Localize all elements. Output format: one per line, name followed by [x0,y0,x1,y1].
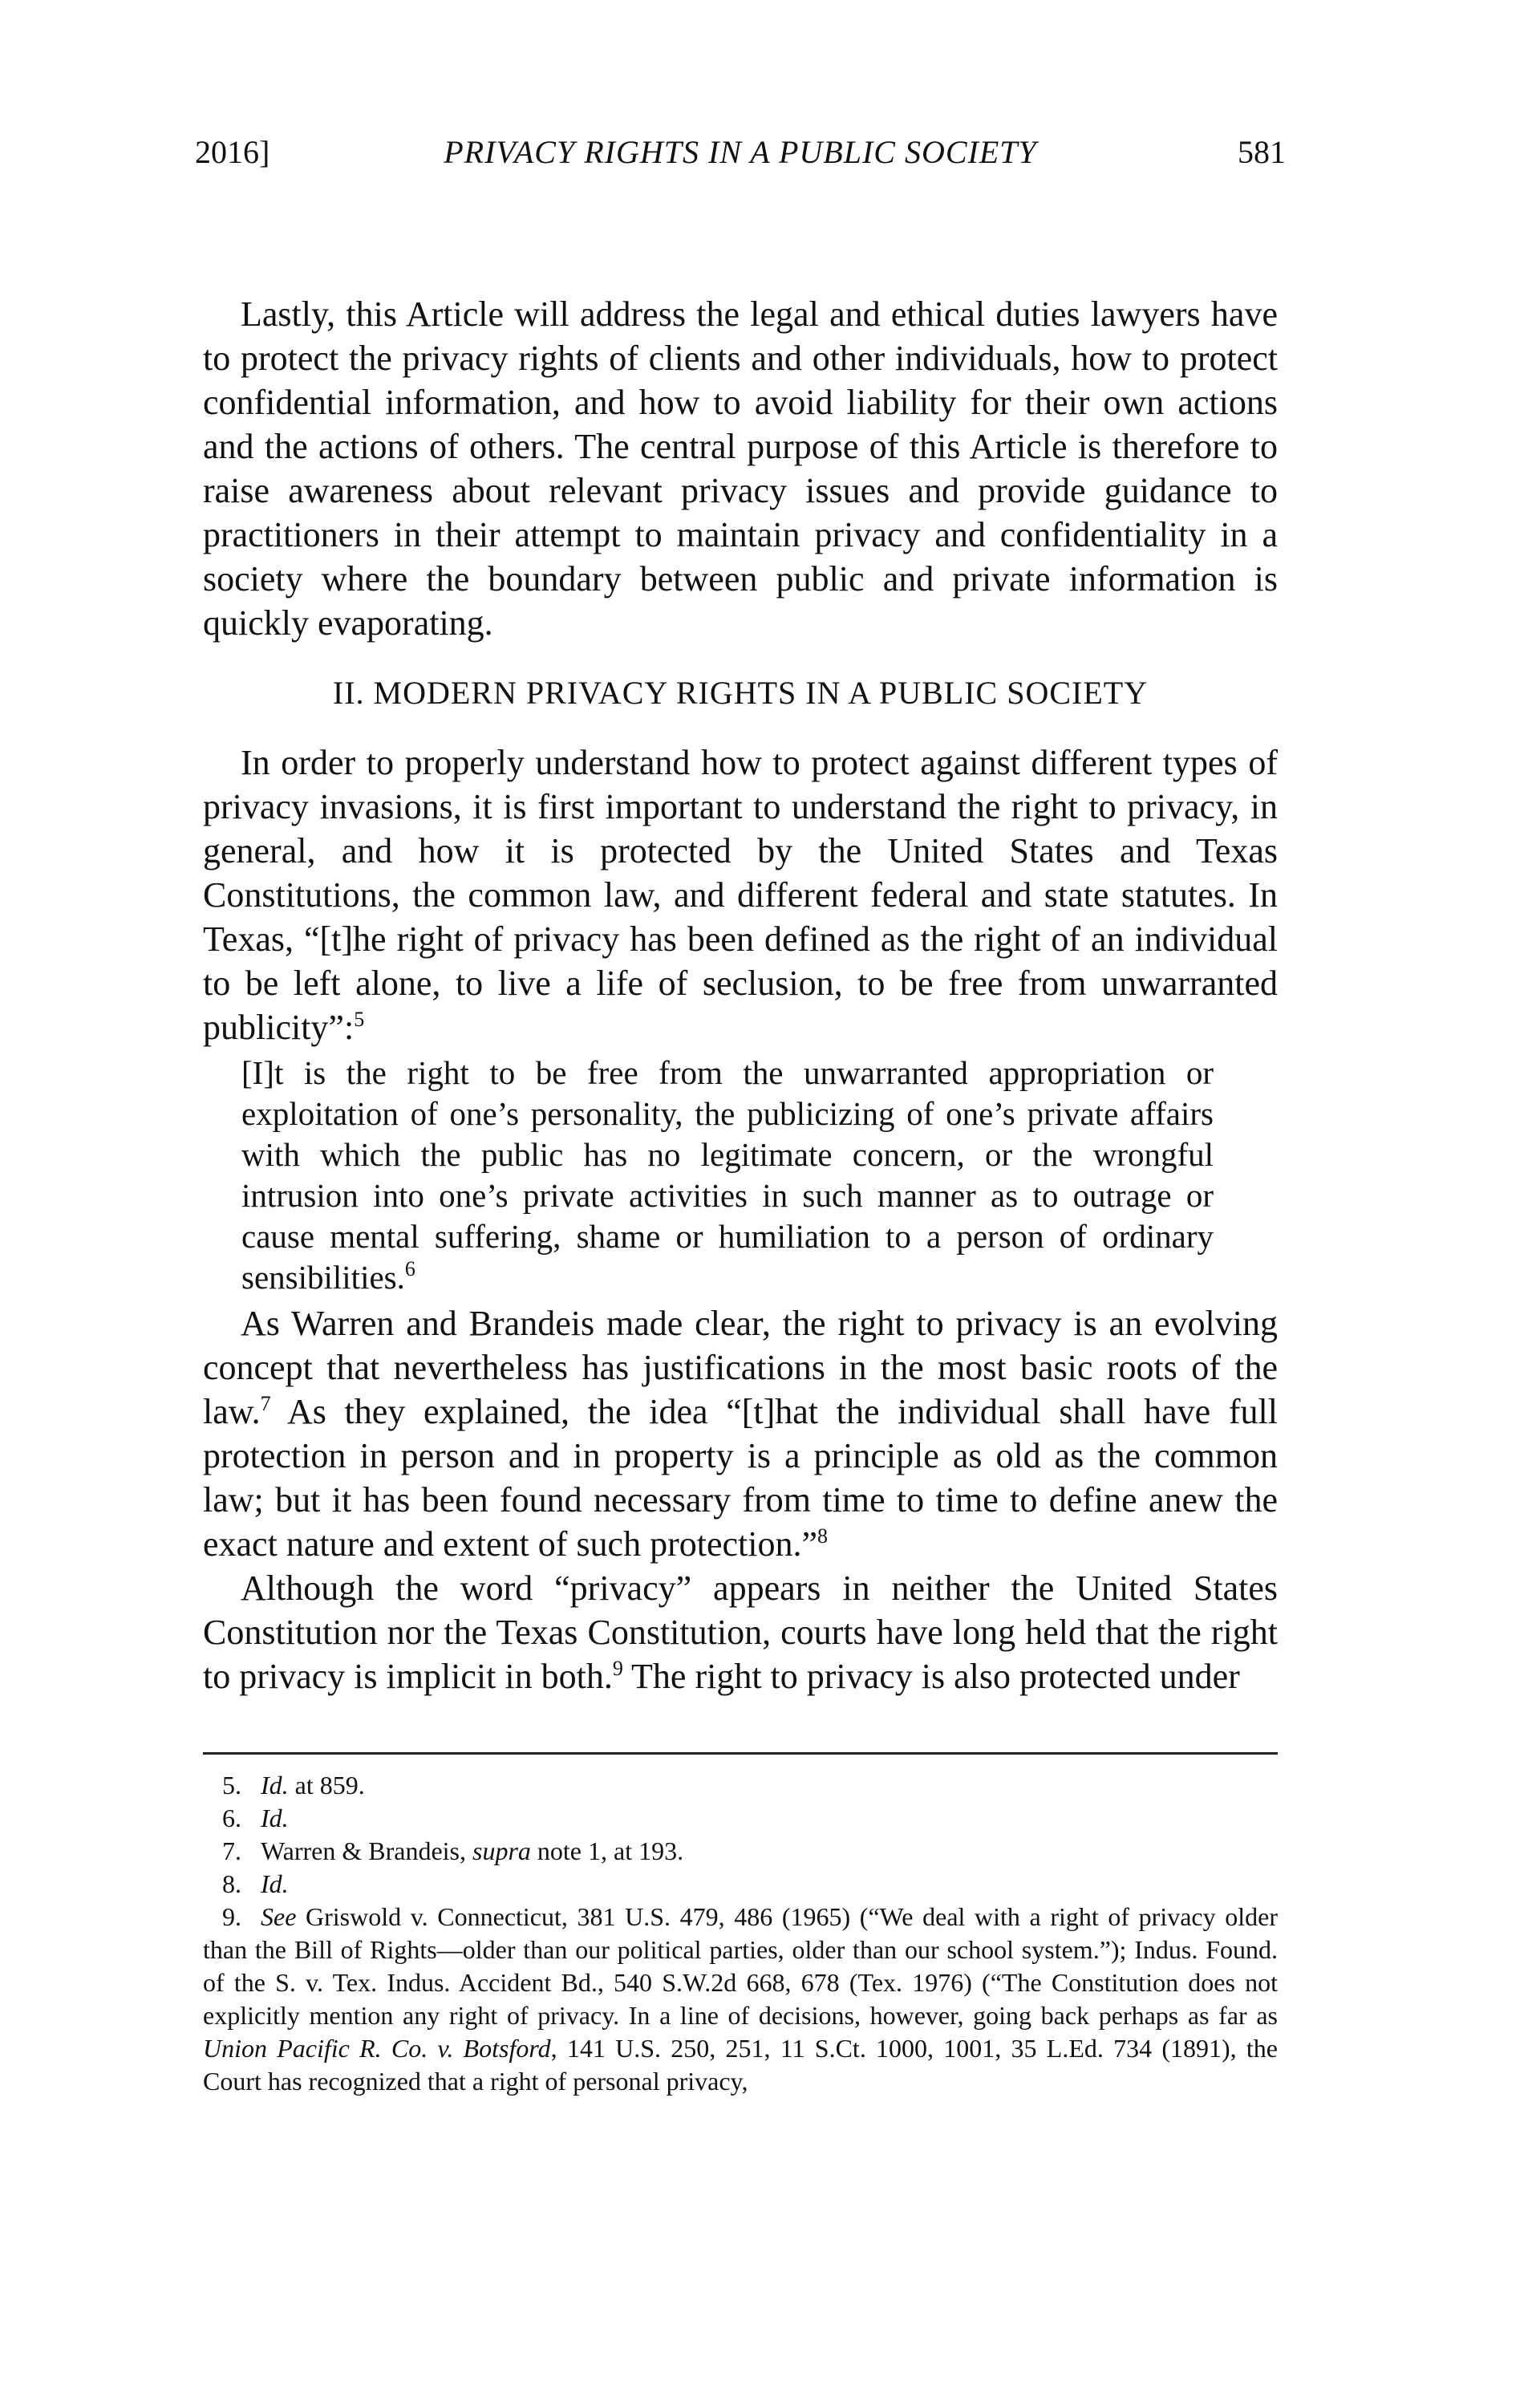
footnote-text: Warren & Brandeis, [261,1836,472,1865]
block-quote [241,1053,1214,1298]
footnote-6 [203,1802,1278,1835]
footnote-9 [203,1901,1278,2098]
footnote-number: 8. [222,1869,241,1898]
footnote-7 [203,1835,1278,1868]
footnote-case-name: Union Pacific R. Co. v. Botsford [203,2034,551,2063]
footnote-text: at 859. [288,1771,365,1800]
paragraph-1: Lastly, this Article will address the legal and ethical duties lawyers have to protect the privacy rights of clients and other individuals, how to protect confidential information, and how to avoid liability for their own actions and the actions of others. The central purpose of this Article is therefore to raise awareness about relevant privacy issues and provide guidance to practitioners in their attempt to maintain privacy and confidentiality in a society where the boundary between public and private information is quickly evaporating. [203,294,1278,643]
paragraph-4-text-b: The right to privacy is also protected under [622,1657,1240,1696]
block-quote-text: [I]t is the right to be free from the unwarranted appropriation or exploitation of one’s personality, the publicizing of one’s private affairs with which the public has no legitimate concern, or the wrongful intrusion into one’s private activities in such manner as to outrage or cause mental suffering, shame or humiliation to a person of ordinary sensibilities. [241,1054,1214,1296]
footnote-cite: Id. [261,1771,289,1800]
footnote-8 [203,1868,1278,1901]
paragraph-2-text: In order to properly understand how to protect against different types of privacy invasions, it is first important to understand the right to privacy, in general, and how it is protected by the United States and Texas Constitutions, the common law, and different federal and state statutes. In Texas, “[t]he right of privacy has been defined as the right of an individual to be left alone, to live a life of seclusion, to be free from unwarranted publicity”: [203,743,1278,1047]
paragraph-4-text-a: Although the word “privacy” appears in neither the United States Constitution nor the Texas Constitution, courts have long held that the right to privacy is implicit in both. [203,1568,1278,1696]
paragraph-3 [203,1301,1278,1566]
footnote-ref-6[interactable]: 6 [404,1257,415,1280]
footnote-ref-7[interactable]: 7 [260,1392,271,1415]
paragraph-3-text-a: As Warren and Brandeis made clear, the right to privacy is an evolving concept that nevertheless has justifications in the most basic roots of the law. [203,1304,1278,1431]
footnote-signal: See [261,1902,297,1931]
footnote-supra: supra [472,1836,531,1865]
body-text [203,292,1278,1698]
footnote-number: 9. [222,1902,241,1931]
paragraph-4 [203,1566,1278,1698]
footnotes [203,1769,1278,2098]
footnote-ref-5[interactable]: 5 [354,1008,365,1031]
paragraph-3-text-b: As they explained, the idea “[t]hat the individual shall have full protection in person and in property is a principle as old as the common law; but it has been found necessary from time to time to define anew the exact nature and extent of such protection.” [203,1392,1278,1564]
footnote-ref-8[interactable]: 8 [817,1524,829,1548]
footnote-text: note 1, at 193. [530,1836,684,1865]
footnote-5 [203,1769,1278,1802]
footnote-cite: Id. [261,1804,289,1832]
header-year: 2016] [195,134,270,170]
header-title: PRIVACY RIGHTS IN A PUBLIC SOCIETY [444,134,1037,170]
footnote-cite: Id. [261,1869,289,1898]
footnote-ref-9[interactable]: 9 [612,1657,623,1680]
running-header [195,128,1286,177]
footnote-divider [203,1752,1278,1755]
paragraph-2 [203,741,1278,1049]
footnote-text: Griswold v. Connecticut, 381 U.S. 479, 486 (1965) (“We deal with a right of privacy older than the Bill of Rights—older than our political parties, older than our school system.”); Indus. Found. of the S. v. Tex. Indus. Accident Bd., 540 S.W.2d 668, 678 (Tex. 1976) (“The Constitution does not explicitly mention any right of privacy. In a line of decisions, however, going back perhaps as far as [203,1902,1278,2030]
page-number: 581 [1238,134,1286,170]
footnote-number: 6. [222,1804,241,1832]
footnote-number: 5. [222,1771,241,1800]
footnote-text: , 141 U.S. 250, 251, 11 S.Ct. 1000, 1001, 35 L.Ed. 734 (1891), the Court has recognized that a right of personal privacy, [203,2034,1279,2096]
section-heading: II. MODERN PRIVACY RIGHTS IN A PUBLIC SOCIETY [332,675,1149,711]
footnote-number: 7. [222,1836,241,1865]
